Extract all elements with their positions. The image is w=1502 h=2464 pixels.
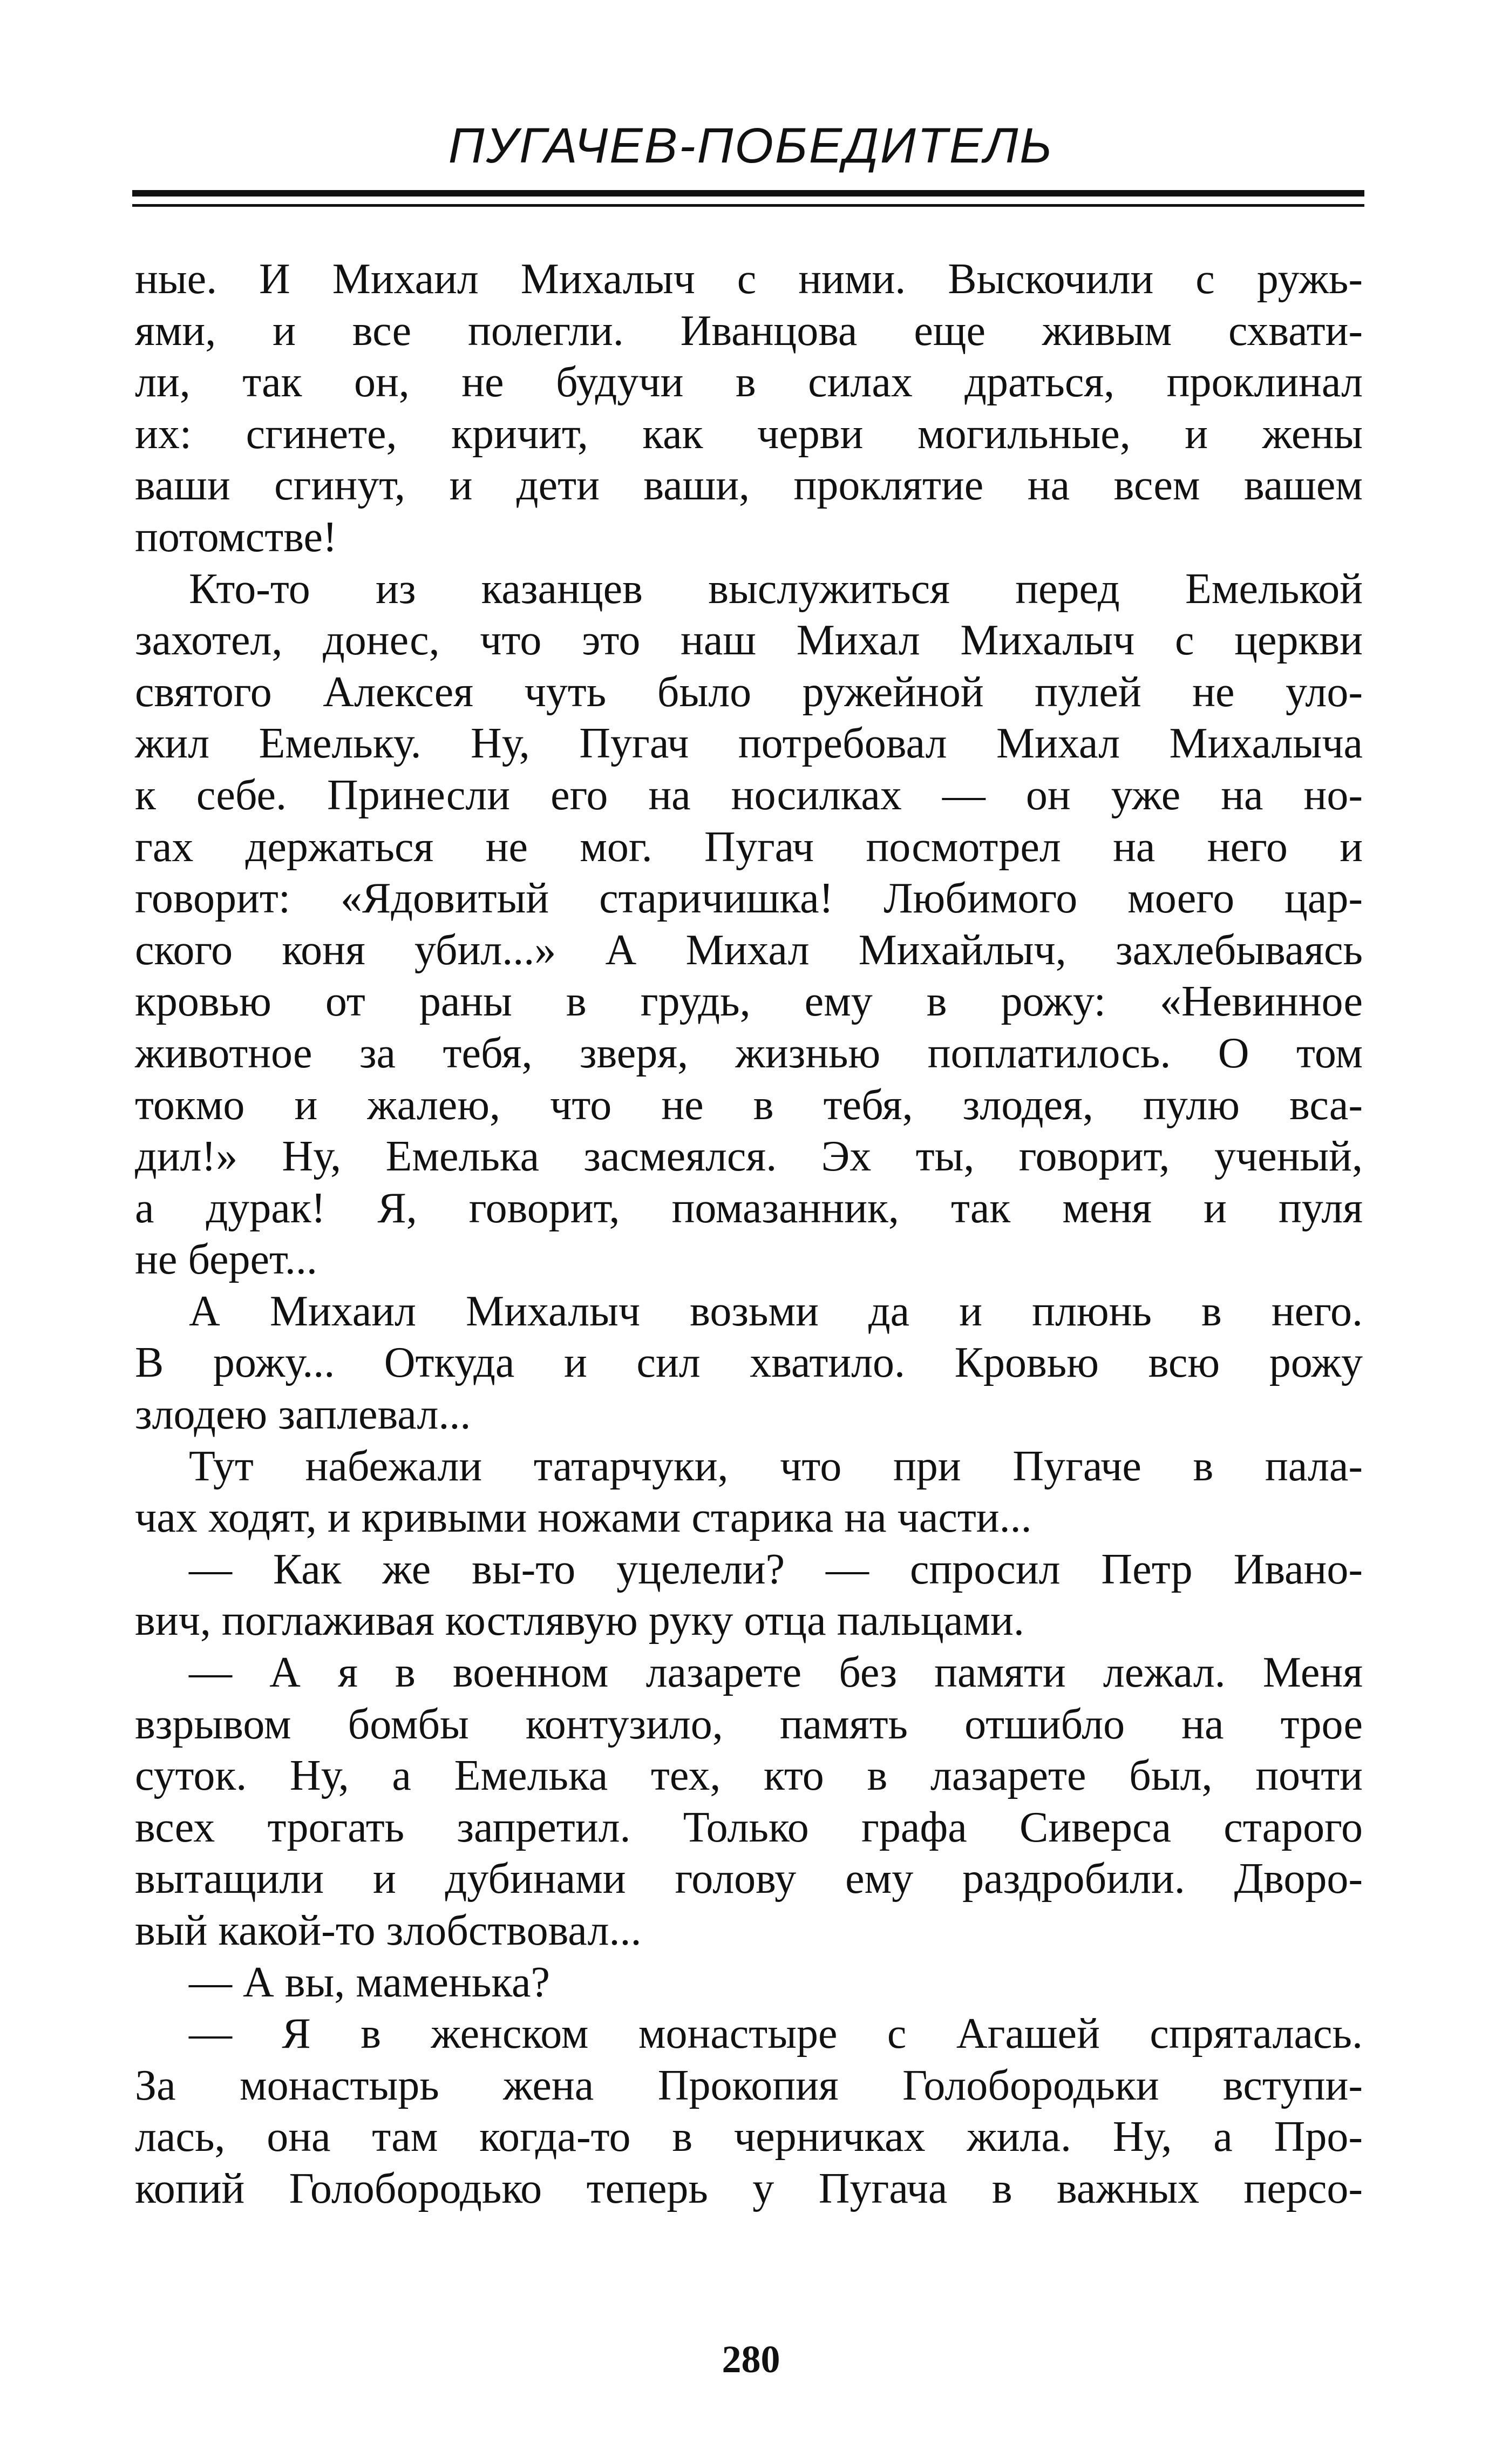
text-line: ваши сгинут, и дети ваши, проклятие на всем вашем [135,462,1363,510]
text-line: суток. Ну, а Емелька тех, кто в лазарете был, почти [135,1752,1363,1800]
text-line: В рожу... Откуда и сил хватило. Кровью всю рожу [135,1339,1363,1387]
text-line: кровью от раны в грудь, ему в рожу: «Невинное [135,978,1363,1026]
text-line: ского коня убил...» А Михал Михайлыч, захлебываясь [135,926,1363,974]
text-line: вытащили и дубинами голову ему раздробили. Дворо- [135,1855,1363,1903]
text-line: ные. И Михаил Михалыч с ними. Выскочили с ружь- [135,255,1363,303]
text-line: потомстве! [135,513,337,561]
text-line: вый какой-то злобствовал... [135,1907,642,1954]
text-line: их: сгинете, кричит, как черви могильные, и жены [135,410,1363,458]
body-text [135,254,1363,2215]
text-line: ями, и все полегли. Иванцова еще живым схвати- [135,307,1363,355]
text-line: захотел, донес, что это наш Михал Михалыч с церкви [135,617,1363,665]
text-line: а дурак! Я, говорит, помазанник, так меня и пуля [135,1184,1363,1232]
text-line: А Михаил Михалыч возьми да и плюнь в него. [189,1287,1363,1335]
text-line: святого Алексея чуть было ружейной пулей не уло- [135,668,1363,716]
text-line: гах держаться не мог. Пугач посмотрел на него и [135,823,1363,871]
text-line: — А вы, маменька? [189,1958,550,2006]
text-line: токмо и жалею, что не в тебя, злодея, пулю вса- [135,1081,1363,1129]
header-rule-thick [132,190,1364,197]
text-line: — Как же вы-то уцелели? — спросил Петр Ивано- [189,1545,1363,1593]
text-line: жил Емельку. Ну, Пугач потребовал Михал Михалыча [135,720,1363,768]
text-line: — А я в военном лазарете без памяти лежал. Меня [189,1649,1363,1697]
text-line: Тут набежали татарчуки, что при Пугаче в пала- [189,1442,1363,1490]
header-rule-thin [132,204,1364,207]
page-number: 280 [722,2338,780,2381]
text-line: всех трогать запретил. Только графа Сиверса старого [135,1803,1363,1851]
text-line: чах ходят, и кривыми ножами старика на части... [135,1494,1032,1542]
text-line: злодею заплевал... [135,1391,471,1439]
text-line: — Я в женском монастыре с Агашей спряталась. [189,2010,1363,2058]
running-title: ПУГАЧЕВ-ПОБЕДИТЕЛЬ [448,118,1054,173]
text-line: животное за тебя, зверя, жизнью поплатилось. О том [135,1029,1363,1077]
text-line: ли, так он, не будучи в силах драться, проклинал [135,358,1363,407]
text-line: не берет... [135,1236,317,1284]
text-line: копий Голобородько теперь у Пугача в важных персо- [135,2164,1363,2212]
text-line: дил!» Ну, Емелька засмеялся. Эх ты, говорит, ученый, [135,1133,1363,1181]
text-line: говорит: «Ядовитый старичишка! Любимого моего цар- [135,875,1363,923]
text-line: лась, она там когда-то в черничках жила. Ну, а Про- [135,2113,1363,2161]
text-line: к себе. Принесли его на носилках — он уже на но- [135,771,1363,819]
text-line: вич, поглаживая костлявую руку отца пальцами. [135,1597,1024,1645]
text-line: Кто-то из казанцев выслужиться перед Емелькой [189,565,1363,613]
text-line: взрывом бомбы контузило, память отшибло на трое [135,1700,1363,1748]
text-line: За монастырь жена Прокопия Голобородьки вступи- [135,2061,1363,2109]
